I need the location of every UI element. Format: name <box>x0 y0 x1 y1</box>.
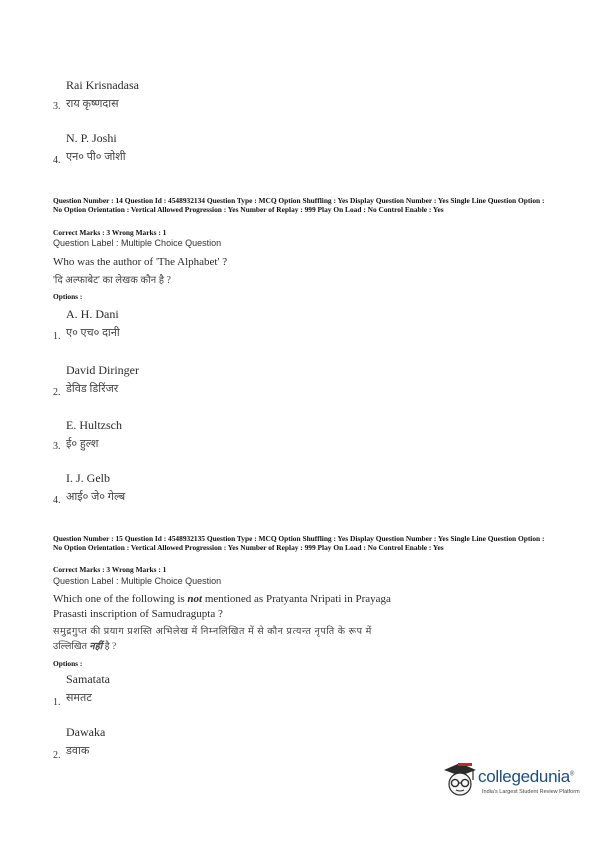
q15-label: Question Label : Multiple Choice Question <box>53 576 222 586</box>
q15-question-english-line2: Prasasti inscription of Samudragupta ? <box>53 608 223 620</box>
q15-option-1-number: 1. <box>53 697 61 708</box>
logo-registered-mark: ® <box>569 771 574 778</box>
q14-option-4-hindi[interactable]: आई० जे० गेल्ब <box>66 491 126 503</box>
q15-question-hindi-not: नहीं <box>89 642 103 652</box>
q15-question-english-part2: mentioned as Pratyanta Nripati in Prayaga <box>202 593 391 605</box>
q14-option-1-hindi[interactable]: ए० एच० दानी <box>66 327 120 339</box>
prev-option-3-number: 3. <box>53 101 61 112</box>
q15-question-hindi-part2: है ? <box>102 642 117 652</box>
q14-question-english: Who was the author of 'The Alphabet' ? <box>53 256 228 268</box>
prev-option-3-hindi: राय कृष्णदास <box>66 98 119 110</box>
prev-option-3-english: Rai Krisnadasa <box>66 78 139 92</box>
q14-option-2-hindi[interactable]: डेविड डिरिंजर <box>66 383 119 395</box>
q15-question-english-part1: Which one of the following is <box>53 593 188 605</box>
q15-question-english-not: not <box>187 593 203 605</box>
q14-option-2-number: 2. <box>53 387 61 398</box>
q15-question-hindi-line2 <box>53 639 116 652</box>
q14-marks: Correct Marks : 3 Wrong Marks : 1 <box>53 228 167 237</box>
q15-question-english-line1 <box>53 593 391 605</box>
q14-option-4-number: 4. <box>53 495 61 506</box>
prev-option-4-english: N. P. Joshi <box>66 131 117 145</box>
q14-options-heading: Options : <box>53 292 83 301</box>
q15-question-hindi-line1: समुद्रगुप्त की प्रयाग प्रशस्ति अभिलेख में निम्नलिखित में से कौन प्रत्यन्त नृपति के रूप में <box>53 627 372 637</box>
q14-option-4-english[interactable]: I. J. Gelb <box>66 471 110 485</box>
q14-option-2-english[interactable]: David Diringer <box>66 363 139 377</box>
q15-option-1-english[interactable]: Samatata <box>66 672 110 686</box>
q14-option-3-hindi[interactable]: ई० हुल्श <box>66 438 99 450</box>
q14-option-3-english[interactable]: E. Hultzsch <box>66 418 122 432</box>
q15-option-2-english[interactable]: Dawaka <box>66 725 106 739</box>
q14-question-hindi: 'दि अल्फाबेट' का लेखक कौन है ? <box>53 275 171 286</box>
logo-tagline: India's Largest Student Review Platform <box>482 789 580 795</box>
logo-wordmark <box>478 767 574 787</box>
q15-option-2-hindi[interactable]: डवाक <box>66 745 90 757</box>
graduate-mascot-icon <box>440 760 478 802</box>
q14-option-1-english[interactable]: A. H. Dani <box>66 307 119 321</box>
prev-option-4-hindi: एन० पी० जोशी <box>66 151 126 163</box>
prev-option-4-number: 4. <box>53 155 61 166</box>
q15-meta: Question Number : 15 Question Id : 4548932135 Question Type : MCQ Option Shuffling : Yes Display Question Number : Yes Single Line Question Option : No Option Orientation : Vertical Allowed Progression : Yes Number of Replay : 999 Play On Load : No Control Enable : Yes <box>53 534 545 552</box>
q14-option-3-number: 3. <box>53 441 61 452</box>
q14-label: Question Label : Multiple Choice Question <box>53 238 222 248</box>
q14-option-1-number: 1. <box>53 331 61 342</box>
logo-name: collegedunia <box>478 767 570 786</box>
q15-options-heading: Options : <box>53 659 83 668</box>
q15-option-1-hindi[interactable]: समतट <box>66 692 92 704</box>
q15-marks: Correct Marks : 3 Wrong Marks : 1 <box>53 565 167 574</box>
q15-option-2-number: 2. <box>53 750 61 761</box>
collegedunia-logo <box>440 760 580 804</box>
q15-question-hindi-part1: उल्लिखित <box>53 642 90 652</box>
q14-meta: Question Number : 14 Question Id : 4548932134 Question Type : MCQ Option Shuffling : Yes Display Question Number : Yes Single Line Question Option : No Option Orientation : Vertical Allowed Progression : Yes Number of Replay : 999 Play On Load : No Control Enable : Yes <box>53 196 545 214</box>
